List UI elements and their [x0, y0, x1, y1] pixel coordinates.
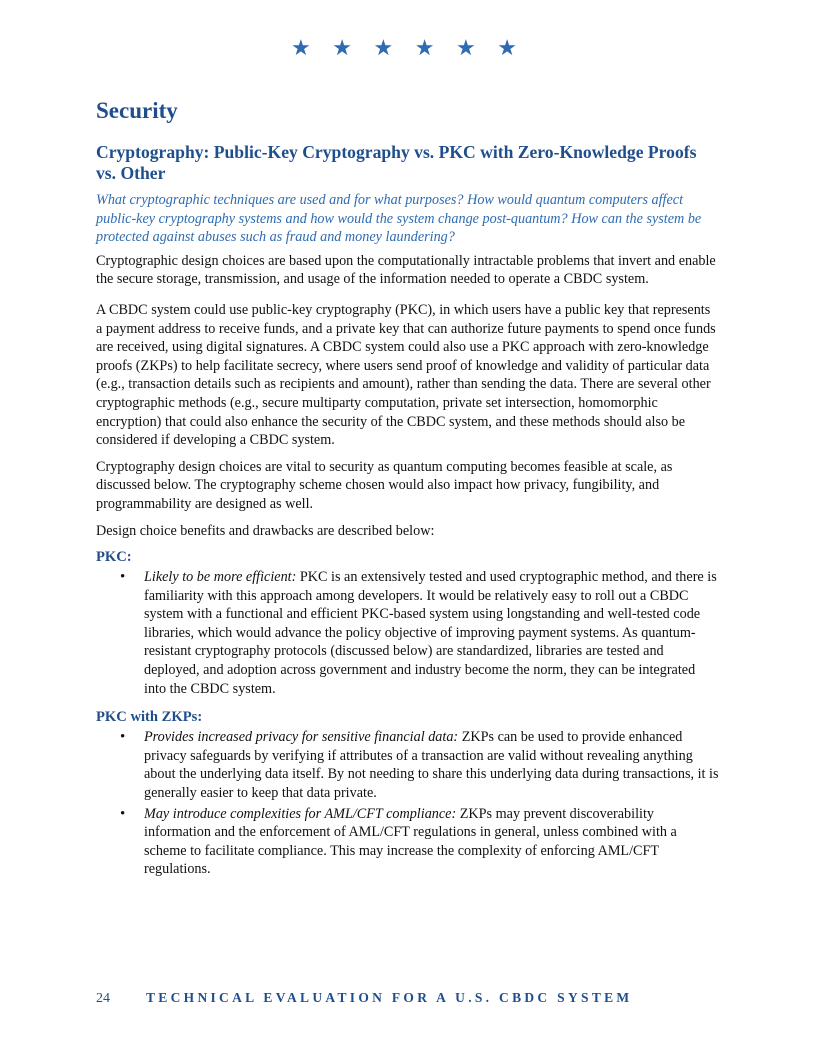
star-icon: ★ [497, 35, 525, 60]
item-lead: Likely to be more efficient: [144, 569, 297, 586]
star-icon: ★ [414, 35, 443, 60]
pkc-heading: PKC: [96, 549, 132, 566]
subsection-title: Cryptography: Public-Key Cryptography vs. PKC with Zero-Knowledge Proofs vs. Other [96, 142, 697, 183]
page-number: 24 [96, 991, 110, 1006]
list-item [144, 728, 720, 802]
item-text: PKC is an extensively tested and used cryptographic method, and there is familiarity with this approach among developers. It would be relatively easy to roll out a CBDC system with a functional and efficient PKC-based system using longstanding and well-tested code libraries, which would advance the policy objective of improving payment systems. As quantum-resistant cryptography protocols (discussed below) are standardized, libraries are tested and deployed, and adoption across government and industry become the norm, they can be integrated into the CBDC system. [144, 569, 717, 697]
star-icon: ★ [291, 35, 319, 60]
footer-title: TECHNICAL EVALUATION FOR A U.S. CBDC SYSTEM [146, 990, 633, 1005]
star-icon: ★ [332, 35, 361, 60]
page-content [96, 96, 720, 889]
pkc-zkp-list [96, 728, 720, 879]
star-icon: ★ [373, 35, 402, 60]
body-paragraph: Cryptographic design choices are based upon the computationally intractable problems that invert and enable the secure storage, transmission, and usage of the information needed to operate a CBDC system. [96, 252, 716, 288]
item-text: ZKPs can be used to provide enhanced privacy safeguards by verifying if attributes of a transaction are valid without revealing anything about the underlying data itself. By not needing to share this underlying data during transactions, it is generally easier to keep that data private. [144, 729, 719, 802]
star-icon: ★ [455, 35, 484, 60]
header-stars [0, 36, 816, 60]
list-item [144, 568, 720, 698]
pkc-zkp-heading: PKC with ZKPs: [96, 709, 203, 726]
body-paragraph: Cryptography design choices are vital to security as quantum computing becomes feasible at scale, as discussed below. The cryptography scheme chosen would also impact how privacy, fungibility, and programmability are designed as well. [96, 458, 673, 512]
guiding-question: What cryptographic techniques are used and for what purposes? How would quantum computers affect public-key cryptography systems and how would the system change post-quantum? How can the system be protected against abuses such as fraud and money laundering? [96, 192, 702, 246]
body-paragraph: A CBDC system could use public-key cryptography (PKC), in which users have a public key that represents a payment address to receive funds, and a private key that can authorize future payments to spend once funds are received, using digital signatures. A CBDC system could also use a PKC approach with zero-knowledge proofs (ZKPs) to help facilitate secrecy, where users send proof of knowledge and validity of particular data (e.g., transaction details such as recipients and amount), rather than sending the data. There are several other cryptographic methods (e.g., secure multiparty computation, private set intersection, homomorphic encryption) that could also enhance the security of the CBDC system, and these methods should also be considered if developing a CBDC system. [96, 301, 716, 449]
item-text: ZKPs may prevent discoverability information and the enforcement of AML/CFT regulations in general, unless combined with a scheme to facilitate compliance. This may increase the complexity of enforcing AML/CFT regulations. [144, 805, 677, 878]
body-paragraph: Design choice benefits and drawbacks are described below: [96, 522, 435, 539]
pkc-list [96, 568, 720, 698]
page-footer [96, 990, 632, 1007]
list-item [144, 805, 720, 879]
item-lead: May introduce complexities for AML/CFT compliance: [144, 805, 457, 822]
section-title: Security [96, 98, 178, 123]
item-lead: Provides increased privacy for sensitive financial data: [144, 729, 459, 746]
